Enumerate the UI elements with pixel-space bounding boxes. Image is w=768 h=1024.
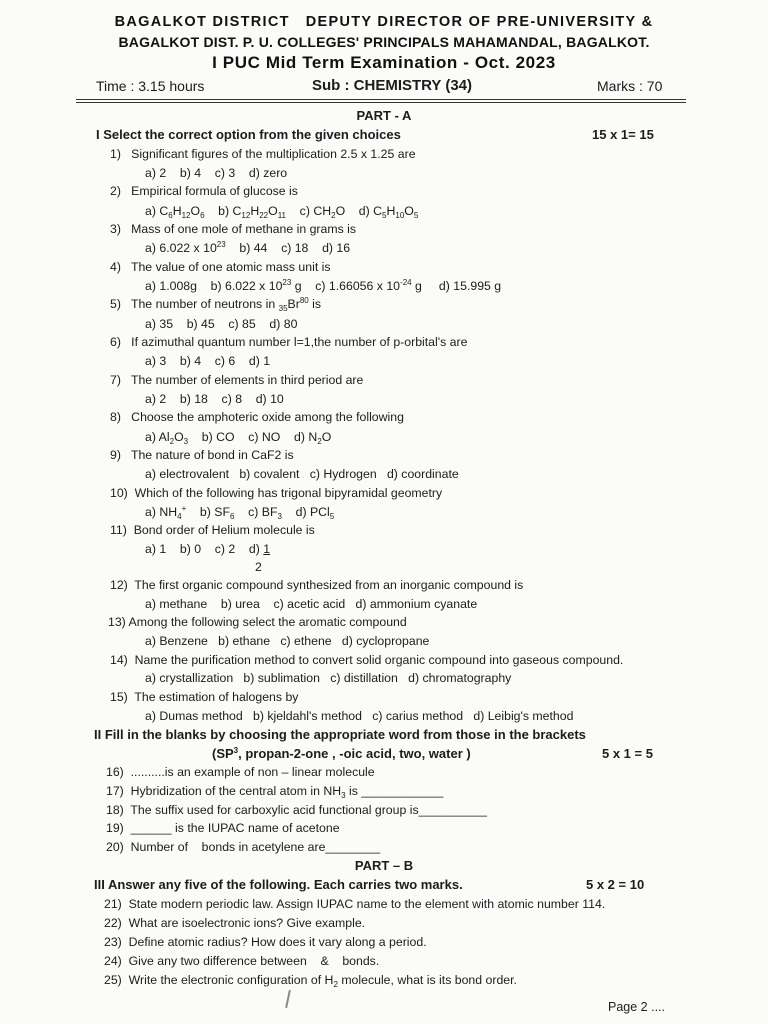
question-10: 10) Which of the following has trigonal bipyramidal geometry (110, 486, 443, 500)
question-23: 23) Define atomic radius? How does it vary along a period. (104, 935, 427, 949)
question-14-options: a) crystallization b) sublimation c) distillation d) chromatography (145, 671, 512, 685)
question-15: 15) The estimation of halogens by (110, 690, 299, 704)
section-2-heading: II Fill in the blanks by choosing the appropriate word from those in the brackets (94, 727, 586, 742)
header-rule-2 (76, 102, 686, 103)
question-21: 21) State modern periodic law. Assign IUPAC name to the element with atomic number 114. (104, 897, 606, 911)
question-24: 24) Give any two difference between & bonds. (104, 954, 380, 968)
question-19: 19) ______ is the IUPAC name of acetone (106, 821, 340, 835)
exam-time: Time : 3.15 hours (96, 78, 205, 94)
question-16: 16) ..........is an example of non – linear molecule (106, 765, 375, 779)
question-6-options: a) 3 b) 4 c) 6 d) 1 (145, 354, 271, 368)
exam-subject: Sub : CHEMISTRY (34) (312, 77, 473, 94)
question-3-options: a) 6.022 x $10^{23}$ b) 44 c) 18 d) 16 (145, 240, 351, 255)
question-8-options: a) $Al_2O_3$ b) CO c) NO d) $N_2O$ (145, 430, 332, 446)
exam-title: I PUC Mid Term Examination - Oct. 2023 (212, 53, 556, 72)
section-3-heading: III Answer any five of the following. Each carries two marks. (94, 877, 463, 892)
question-9-options: a) electrovalent b) covalent c) Hydrogen d) coordinate (145, 467, 459, 481)
question-12: 12) The first organic compound synthesized from an inorganic compound is (110, 578, 524, 592)
question-18: 18) The suffix used for carboxylic acid functional group is__________ (106, 803, 487, 817)
question-3: 3) Mass of one mole of methane in grams is (110, 222, 357, 236)
question-14: 14) Name the purification method to convert solid organic compound into gaseous compound. (110, 653, 624, 667)
exam-marks: Marks : 70 (597, 78, 663, 94)
question-22: 22) What are isoelectronic ions? Give example. (104, 916, 366, 930)
part-a-title: PART - A (356, 108, 412, 123)
pen-mark (285, 990, 291, 1008)
question-5-options: a) 35 b) 45 c) 85 d) 80 (145, 317, 298, 331)
question-11: 11) Bond order of Helium molecule is (110, 523, 315, 537)
district-header: BAGALKOT DISTRICT DEPUTY DIRECTOR OF PRE-UNIVERSITY & (114, 14, 654, 30)
fraction-denominator: 2 (255, 560, 262, 574)
question-5: 5) The number of neutrons in $_{35}Br^{80}$ is (110, 296, 322, 313)
mahamandal-header: BAGALKOT DIST. P. U. COLLEGES' PRINCIPALS MAHAMANDAL, BAGALKOT. (118, 34, 650, 50)
question-10-options: a) $NH_4^+$ b) $SF_6$ c) $BF_3$ d) PCl$_5$ (145, 504, 335, 521)
section-1-marks: 15 x 1= 15 (592, 127, 654, 142)
question-1-options: a) 2 b) 4 c) 3 d) zero (145, 166, 288, 180)
exam-meta-row (0, 78, 768, 98)
question-7: 7) The number of elements in third period are (110, 373, 364, 387)
question-25: 25) Write the electronic configuration of $H_2$ molecule, what is its bond order. (104, 973, 517, 989)
question-20: 20) Number of bonds in acetylene are________ (106, 840, 381, 854)
question-2: 2) Empirical formula of glucose is (110, 184, 298, 198)
question-13-options: a) Benzene b) ethane c) ethene d) cyclopropane (145, 634, 430, 648)
question-17: 17) Hybridization of the central atom in $NH_3$ is ____________ (106, 784, 444, 800)
part-b-title: PART – B (354, 858, 414, 873)
section-3-marks: 5 x 2 = 10 (586, 877, 645, 892)
question-12-options: a) methane b) urea c) acetic acid d) ammonium cyanate (145, 597, 478, 611)
question-2-options: a) $C_6H_{12}O_6$ b) $C_{12}H_{22}O_{11}$ c) $CH_2O$ d) $C_5H_{10}O_5$ (145, 204, 419, 220)
section-2-choices: ($SP^3$, propan-2-one , -oic acid, two, water ) (212, 746, 471, 761)
question-13: 13) Among the following select the aromatic compound (108, 615, 407, 629)
page-number: Page 2 .... (608, 1000, 665, 1014)
question-15-options: a) Dumas method b) kjeldahl's method c) carius method d) Leibig's method (145, 709, 574, 723)
question-8: 8) Choose the amphoteric oxide among the following (110, 410, 404, 424)
question-7-options: a) 2 b) 18 c) 8 d) 10 (145, 392, 284, 406)
section-1-heading: I Select the correct option from the given choices (96, 127, 401, 142)
question-9: 9) The nature of bond in CaF2 is (110, 448, 294, 462)
question-4-options: a) 1.008g b) 6.022 x $10^{23}$ g c) 1.66056 x $10^{-24}$ g d) 15.995 g (145, 278, 502, 293)
question-4: 4) The value of one atomic mass unit is (110, 260, 331, 274)
fraction-numerator: 1 (263, 542, 271, 556)
question-1: 1) Significant figures of the multiplication 2.5 x 1.25 are (110, 147, 416, 161)
question-6: 6) If azimuthal quantum number l=1,the number of p-orbital's are (110, 335, 468, 349)
section-2-marks: 5 x 1 = 5 (602, 746, 653, 761)
header-rule-1 (76, 99, 686, 100)
question-11-options: a) 1 b) 0 c) 2 d) 1 (145, 542, 271, 556)
